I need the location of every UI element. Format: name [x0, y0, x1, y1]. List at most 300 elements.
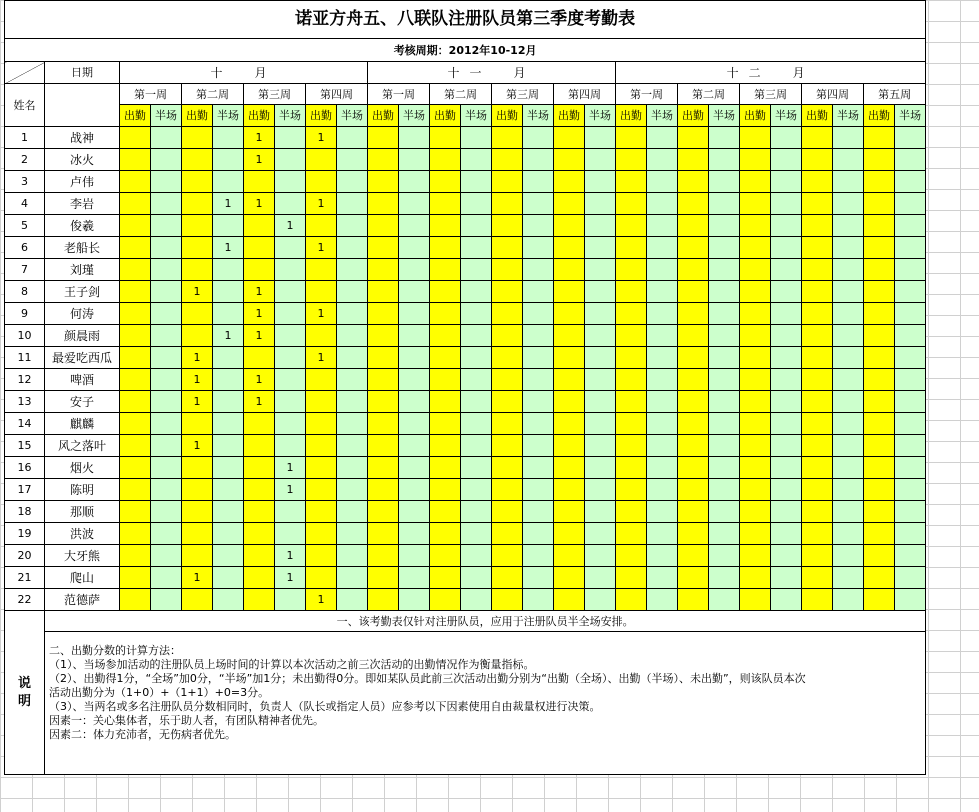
half-cell[interactable] [337, 171, 368, 193]
attend-cell[interactable] [678, 237, 709, 259]
attend-cell[interactable] [430, 457, 461, 479]
half-cell[interactable] [771, 237, 802, 259]
attend-cell[interactable] [244, 171, 275, 193]
half-cell[interactable] [151, 435, 182, 457]
attend-cell[interactable] [306, 215, 337, 237]
week-header[interactable]: 第四周 [306, 84, 368, 105]
member-name[interactable]: 麒麟 [45, 413, 120, 435]
half-cell[interactable] [275, 435, 306, 457]
half-cell[interactable] [895, 149, 926, 171]
half-cell[interactable] [709, 391, 740, 413]
review-period[interactable]: 考核周期：2012年10-12月 [5, 39, 926, 62]
half-cell[interactable] [151, 325, 182, 347]
half-cell[interactable] [895, 325, 926, 347]
attend-cell[interactable] [120, 347, 151, 369]
attend-cell[interactable] [120, 215, 151, 237]
attend-cell[interactable] [616, 325, 647, 347]
week-header[interactable]: 第三周 [492, 84, 554, 105]
attend-cell[interactable] [430, 479, 461, 501]
half-cell[interactable] [523, 193, 554, 215]
attend-cell[interactable] [244, 457, 275, 479]
half-cell[interactable] [771, 259, 802, 281]
attend-cell[interactable] [120, 501, 151, 523]
half-cell[interactable] [647, 435, 678, 457]
attend-cell[interactable] [616, 127, 647, 149]
half-cell[interactable] [895, 567, 926, 589]
half-cell[interactable] [399, 281, 430, 303]
member-name[interactable]: 陈明 [45, 479, 120, 501]
attend-cell[interactable] [678, 369, 709, 391]
half-cell[interactable] [833, 589, 864, 611]
attend-cell[interactable] [678, 457, 709, 479]
half-cell[interactable] [771, 369, 802, 391]
half-cell[interactable] [399, 589, 430, 611]
attend-cell[interactable] [802, 413, 833, 435]
attend-cell[interactable] [120, 127, 151, 149]
half-cell[interactable] [523, 435, 554, 457]
attend-cell[interactable] [306, 457, 337, 479]
half-cell[interactable] [709, 413, 740, 435]
attend-cell[interactable] [802, 215, 833, 237]
attend-cell[interactable] [492, 567, 523, 589]
row-number[interactable]: 13 [5, 391, 45, 413]
half-cell[interactable] [275, 171, 306, 193]
attend-subheader[interactable]: 出勤 [802, 105, 833, 127]
half-cell[interactable] [895, 545, 926, 567]
half-cell[interactable] [895, 215, 926, 237]
attend-cell[interactable] [616, 303, 647, 325]
attend-cell[interactable] [244, 501, 275, 523]
half-cell[interactable] [151, 589, 182, 611]
attend-cell[interactable]: 1 [306, 303, 337, 325]
half-cell[interactable] [833, 457, 864, 479]
member-name[interactable]: 刘瑾 [45, 259, 120, 281]
attend-cell[interactable] [120, 457, 151, 479]
half-cell[interactable] [337, 523, 368, 545]
half-cell[interactable] [771, 303, 802, 325]
half-cell[interactable] [151, 127, 182, 149]
half-cell[interactable] [895, 193, 926, 215]
half-cell[interactable] [523, 391, 554, 413]
attend-cell[interactable] [120, 193, 151, 215]
half-cell[interactable]: 1 [275, 545, 306, 567]
attend-cell[interactable]: 1 [244, 303, 275, 325]
half-cell[interactable] [771, 127, 802, 149]
half-cell[interactable] [523, 501, 554, 523]
half-cell[interactable] [647, 391, 678, 413]
attend-cell[interactable] [182, 127, 213, 149]
half-cell[interactable] [585, 369, 616, 391]
half-cell[interactable] [213, 171, 244, 193]
attend-cell[interactable] [864, 281, 895, 303]
attend-cell[interactable] [554, 303, 585, 325]
attend-subheader[interactable]: 出勤 [120, 105, 151, 127]
half-cell[interactable] [647, 171, 678, 193]
attend-cell[interactable] [678, 545, 709, 567]
half-cell[interactable] [461, 237, 492, 259]
attend-cell[interactable] [740, 501, 771, 523]
half-cell[interactable] [461, 523, 492, 545]
row-number[interactable]: 18 [5, 501, 45, 523]
attend-cell[interactable] [430, 435, 461, 457]
attend-cell[interactable] [802, 347, 833, 369]
attend-cell[interactable] [616, 457, 647, 479]
half-cell[interactable] [647, 545, 678, 567]
half-cell[interactable] [523, 237, 554, 259]
attend-cell[interactable] [678, 589, 709, 611]
half-cell[interactable] [709, 237, 740, 259]
half-cell[interactable] [461, 501, 492, 523]
half-cell[interactable] [275, 391, 306, 413]
attend-cell[interactable] [306, 479, 337, 501]
member-name[interactable]: 卢伟 [45, 171, 120, 193]
half-cell[interactable] [399, 347, 430, 369]
attend-cell[interactable]: 1 [244, 391, 275, 413]
attend-cell[interactable] [616, 215, 647, 237]
half-cell[interactable] [833, 193, 864, 215]
half-cell[interactable] [709, 523, 740, 545]
attend-cell[interactable] [554, 193, 585, 215]
half-cell[interactable] [895, 413, 926, 435]
notes-block[interactable] [45, 632, 926, 775]
row-number[interactable]: 10 [5, 325, 45, 347]
attend-cell[interactable] [120, 545, 151, 567]
attend-cell[interactable] [864, 567, 895, 589]
member-name[interactable]: 范德萨 [45, 589, 120, 611]
sheet-title[interactable]: 诺亚方舟五、八联队注册队员第三季度考勤表 [5, 1, 926, 39]
half-cell[interactable] [399, 193, 430, 215]
attend-cell[interactable] [554, 391, 585, 413]
attend-cell[interactable]: 1 [306, 193, 337, 215]
attend-cell[interactable] [554, 523, 585, 545]
half-cell[interactable] [399, 149, 430, 171]
attend-cell[interactable] [430, 149, 461, 171]
half-cell[interactable] [585, 127, 616, 149]
attend-cell[interactable] [802, 567, 833, 589]
attend-cell[interactable] [802, 545, 833, 567]
half-cell[interactable] [585, 259, 616, 281]
half-cell[interactable] [647, 303, 678, 325]
attend-cell[interactable] [368, 479, 399, 501]
half-subheader[interactable]: 半场 [833, 105, 864, 127]
half-cell[interactable] [337, 501, 368, 523]
half-cell[interactable] [833, 347, 864, 369]
attend-cell[interactable] [492, 215, 523, 237]
attend-cell[interactable] [802, 369, 833, 391]
attend-cell[interactable] [306, 413, 337, 435]
attend-subheader[interactable]: 出勤 [492, 105, 523, 127]
member-name[interactable]: 安子 [45, 391, 120, 413]
member-name[interactable]: 老船长 [45, 237, 120, 259]
half-cell[interactable] [337, 369, 368, 391]
attend-cell[interactable] [616, 391, 647, 413]
half-cell[interactable] [337, 215, 368, 237]
attend-cell[interactable] [554, 237, 585, 259]
attend-cell[interactable] [368, 457, 399, 479]
attend-cell[interactable] [616, 193, 647, 215]
half-cell[interactable] [709, 347, 740, 369]
member-name[interactable]: 大牙熊 [45, 545, 120, 567]
half-cell[interactable] [895, 435, 926, 457]
half-cell[interactable] [337, 259, 368, 281]
attend-cell[interactable] [492, 259, 523, 281]
week-header[interactable]: 第一周 [368, 84, 430, 105]
attend-cell[interactable] [802, 457, 833, 479]
half-cell[interactable] [275, 193, 306, 215]
half-cell[interactable] [337, 413, 368, 435]
half-cell[interactable] [275, 127, 306, 149]
attend-subheader[interactable]: 出勤 [244, 105, 275, 127]
half-cell[interactable] [523, 127, 554, 149]
attend-cell[interactable] [182, 303, 213, 325]
attend-cell[interactable] [492, 457, 523, 479]
half-cell[interactable] [399, 457, 430, 479]
attend-cell[interactable] [368, 325, 399, 347]
row-number[interactable]: 17 [5, 479, 45, 501]
half-cell[interactable] [709, 479, 740, 501]
attend-cell[interactable] [306, 369, 337, 391]
half-cell[interactable] [337, 479, 368, 501]
attend-cell[interactable] [492, 523, 523, 545]
attend-cell[interactable] [864, 237, 895, 259]
half-cell[interactable] [399, 237, 430, 259]
attend-cell[interactable] [802, 435, 833, 457]
half-cell[interactable] [833, 391, 864, 413]
half-cell[interactable] [771, 281, 802, 303]
blank-header-cell[interactable] [45, 84, 120, 127]
diagonal-header-cell[interactable] [5, 62, 45, 84]
attend-cell[interactable] [368, 567, 399, 589]
half-cell[interactable] [399, 215, 430, 237]
half-cell[interactable] [461, 281, 492, 303]
half-cell[interactable] [895, 303, 926, 325]
half-cell[interactable] [709, 259, 740, 281]
attend-cell[interactable] [678, 215, 709, 237]
half-cell[interactable] [461, 127, 492, 149]
attend-cell[interactable] [554, 435, 585, 457]
attend-cell[interactable] [244, 237, 275, 259]
half-cell[interactable] [771, 567, 802, 589]
attend-cell[interactable] [616, 589, 647, 611]
half-cell[interactable] [585, 237, 616, 259]
attend-cell[interactable]: 1 [182, 369, 213, 391]
half-cell[interactable]: 1 [275, 457, 306, 479]
half-cell[interactable] [709, 149, 740, 171]
half-cell[interactable] [833, 523, 864, 545]
attend-cell[interactable] [306, 149, 337, 171]
half-cell[interactable] [709, 193, 740, 215]
member-name[interactable]: 战神 [45, 127, 120, 149]
half-cell[interactable] [771, 589, 802, 611]
attend-cell[interactable] [492, 545, 523, 567]
attend-cell[interactable] [802, 171, 833, 193]
half-cell[interactable] [585, 479, 616, 501]
attend-cell[interactable] [368, 435, 399, 457]
half-cell[interactable] [213, 259, 244, 281]
attend-cell[interactable]: 1 [182, 347, 213, 369]
attend-cell[interactable] [864, 303, 895, 325]
week-header[interactable]: 第四周 [802, 84, 864, 105]
week-header[interactable]: 第二周 [430, 84, 492, 105]
attend-cell[interactable] [430, 325, 461, 347]
half-subheader[interactable]: 半场 [213, 105, 244, 127]
attend-cell[interactable] [430, 347, 461, 369]
attend-cell[interactable] [864, 127, 895, 149]
attend-cell[interactable] [368, 193, 399, 215]
attend-cell[interactable] [244, 523, 275, 545]
half-cell[interactable] [151, 369, 182, 391]
attend-cell[interactable] [864, 369, 895, 391]
half-cell[interactable] [399, 501, 430, 523]
half-cell[interactable] [213, 413, 244, 435]
half-cell[interactable] [461, 347, 492, 369]
half-cell[interactable] [461, 303, 492, 325]
half-cell[interactable] [213, 589, 244, 611]
half-cell[interactable] [709, 369, 740, 391]
half-cell[interactable] [585, 413, 616, 435]
half-cell[interactable] [523, 545, 554, 567]
attend-cell[interactable] [430, 303, 461, 325]
half-cell[interactable] [399, 303, 430, 325]
half-cell[interactable] [213, 523, 244, 545]
half-cell[interactable] [151, 303, 182, 325]
half-cell[interactable] [895, 391, 926, 413]
half-cell[interactable] [585, 281, 616, 303]
member-name[interactable]: 爬山 [45, 567, 120, 589]
attend-cell[interactable] [864, 149, 895, 171]
half-cell[interactable] [895, 281, 926, 303]
half-cell[interactable] [647, 501, 678, 523]
attend-cell[interactable] [864, 193, 895, 215]
half-cell[interactable] [585, 303, 616, 325]
half-subheader[interactable]: 半场 [151, 105, 182, 127]
half-cell[interactable] [275, 347, 306, 369]
half-cell[interactable] [585, 325, 616, 347]
half-cell[interactable] [585, 567, 616, 589]
half-cell[interactable] [151, 347, 182, 369]
half-cell[interactable] [275, 325, 306, 347]
half-cell[interactable] [337, 347, 368, 369]
half-cell[interactable] [213, 149, 244, 171]
attend-cell[interactable] [182, 545, 213, 567]
attend-subheader[interactable]: 出勤 [306, 105, 337, 127]
half-cell[interactable] [771, 215, 802, 237]
attend-cell[interactable] [678, 523, 709, 545]
attend-cell[interactable] [492, 589, 523, 611]
attend-cell[interactable] [554, 325, 585, 347]
attend-cell[interactable] [864, 457, 895, 479]
attend-cell[interactable] [554, 501, 585, 523]
attend-cell[interactable] [616, 171, 647, 193]
attend-cell[interactable] [740, 215, 771, 237]
half-cell[interactable] [461, 545, 492, 567]
half-subheader[interactable]: 半场 [523, 105, 554, 127]
attend-cell[interactable] [492, 435, 523, 457]
attend-cell[interactable] [554, 215, 585, 237]
attend-cell[interactable] [616, 435, 647, 457]
notes-side-label[interactable] [5, 611, 45, 775]
attend-cell[interactable] [120, 391, 151, 413]
half-cell[interactable] [585, 501, 616, 523]
half-cell[interactable] [399, 171, 430, 193]
attend-cell[interactable] [120, 567, 151, 589]
attend-cell[interactable] [430, 127, 461, 149]
row-number[interactable]: 9 [5, 303, 45, 325]
half-cell[interactable] [771, 171, 802, 193]
attend-cell[interactable] [120, 589, 151, 611]
half-cell[interactable] [523, 281, 554, 303]
attend-cell[interactable] [182, 259, 213, 281]
attend-cell[interactable] [120, 325, 151, 347]
half-cell[interactable] [709, 171, 740, 193]
half-cell[interactable] [275, 589, 306, 611]
half-cell[interactable] [585, 391, 616, 413]
attend-cell[interactable] [554, 413, 585, 435]
half-cell[interactable] [709, 589, 740, 611]
week-header[interactable]: 第一周 [120, 84, 182, 105]
half-cell[interactable] [213, 127, 244, 149]
note-line-1[interactable]: 一、该考勤表仅针对注册队员，应用于注册队员半全场安排。 [45, 611, 926, 632]
member-name[interactable]: 风之落叶 [45, 435, 120, 457]
attend-subheader[interactable]: 出勤 [554, 105, 585, 127]
attend-cell[interactable] [554, 457, 585, 479]
attend-cell[interactable] [864, 325, 895, 347]
attend-cell[interactable] [368, 369, 399, 391]
attend-cell[interactable] [616, 369, 647, 391]
half-cell[interactable] [213, 501, 244, 523]
attend-cell[interactable] [864, 259, 895, 281]
attend-cell[interactable] [740, 259, 771, 281]
month-header[interactable]: 十二 月 [616, 62, 926, 84]
row-number[interactable]: 12 [5, 369, 45, 391]
attend-cell[interactable] [492, 171, 523, 193]
half-cell[interactable] [399, 259, 430, 281]
row-number[interactable]: 21 [5, 567, 45, 589]
half-cell[interactable] [151, 391, 182, 413]
half-cell[interactable] [399, 369, 430, 391]
attend-cell[interactable] [368, 501, 399, 523]
half-cell[interactable] [461, 457, 492, 479]
half-cell[interactable] [895, 479, 926, 501]
attend-cell[interactable] [616, 413, 647, 435]
half-cell[interactable] [523, 479, 554, 501]
half-subheader[interactable]: 半场 [771, 105, 802, 127]
half-cell[interactable] [151, 259, 182, 281]
half-cell[interactable] [585, 457, 616, 479]
attend-cell[interactable] [182, 457, 213, 479]
half-cell[interactable] [213, 391, 244, 413]
half-cell[interactable] [585, 215, 616, 237]
attend-cell[interactable] [678, 127, 709, 149]
attend-cell[interactable] [182, 215, 213, 237]
attend-cell[interactable] [182, 413, 213, 435]
half-subheader[interactable]: 半场 [647, 105, 678, 127]
half-cell[interactable] [151, 281, 182, 303]
attend-cell[interactable] [430, 545, 461, 567]
attend-cell[interactable] [864, 391, 895, 413]
attend-cell[interactable]: 1 [244, 369, 275, 391]
half-cell[interactable] [461, 413, 492, 435]
half-cell[interactable] [833, 567, 864, 589]
half-cell[interactable] [151, 215, 182, 237]
member-name[interactable]: 何涛 [45, 303, 120, 325]
half-cell[interactable] [647, 347, 678, 369]
half-cell[interactable] [151, 149, 182, 171]
half-cell[interactable] [523, 589, 554, 611]
attend-cell[interactable] [740, 325, 771, 347]
attend-subheader[interactable]: 出勤 [864, 105, 895, 127]
attend-cell[interactable] [368, 149, 399, 171]
